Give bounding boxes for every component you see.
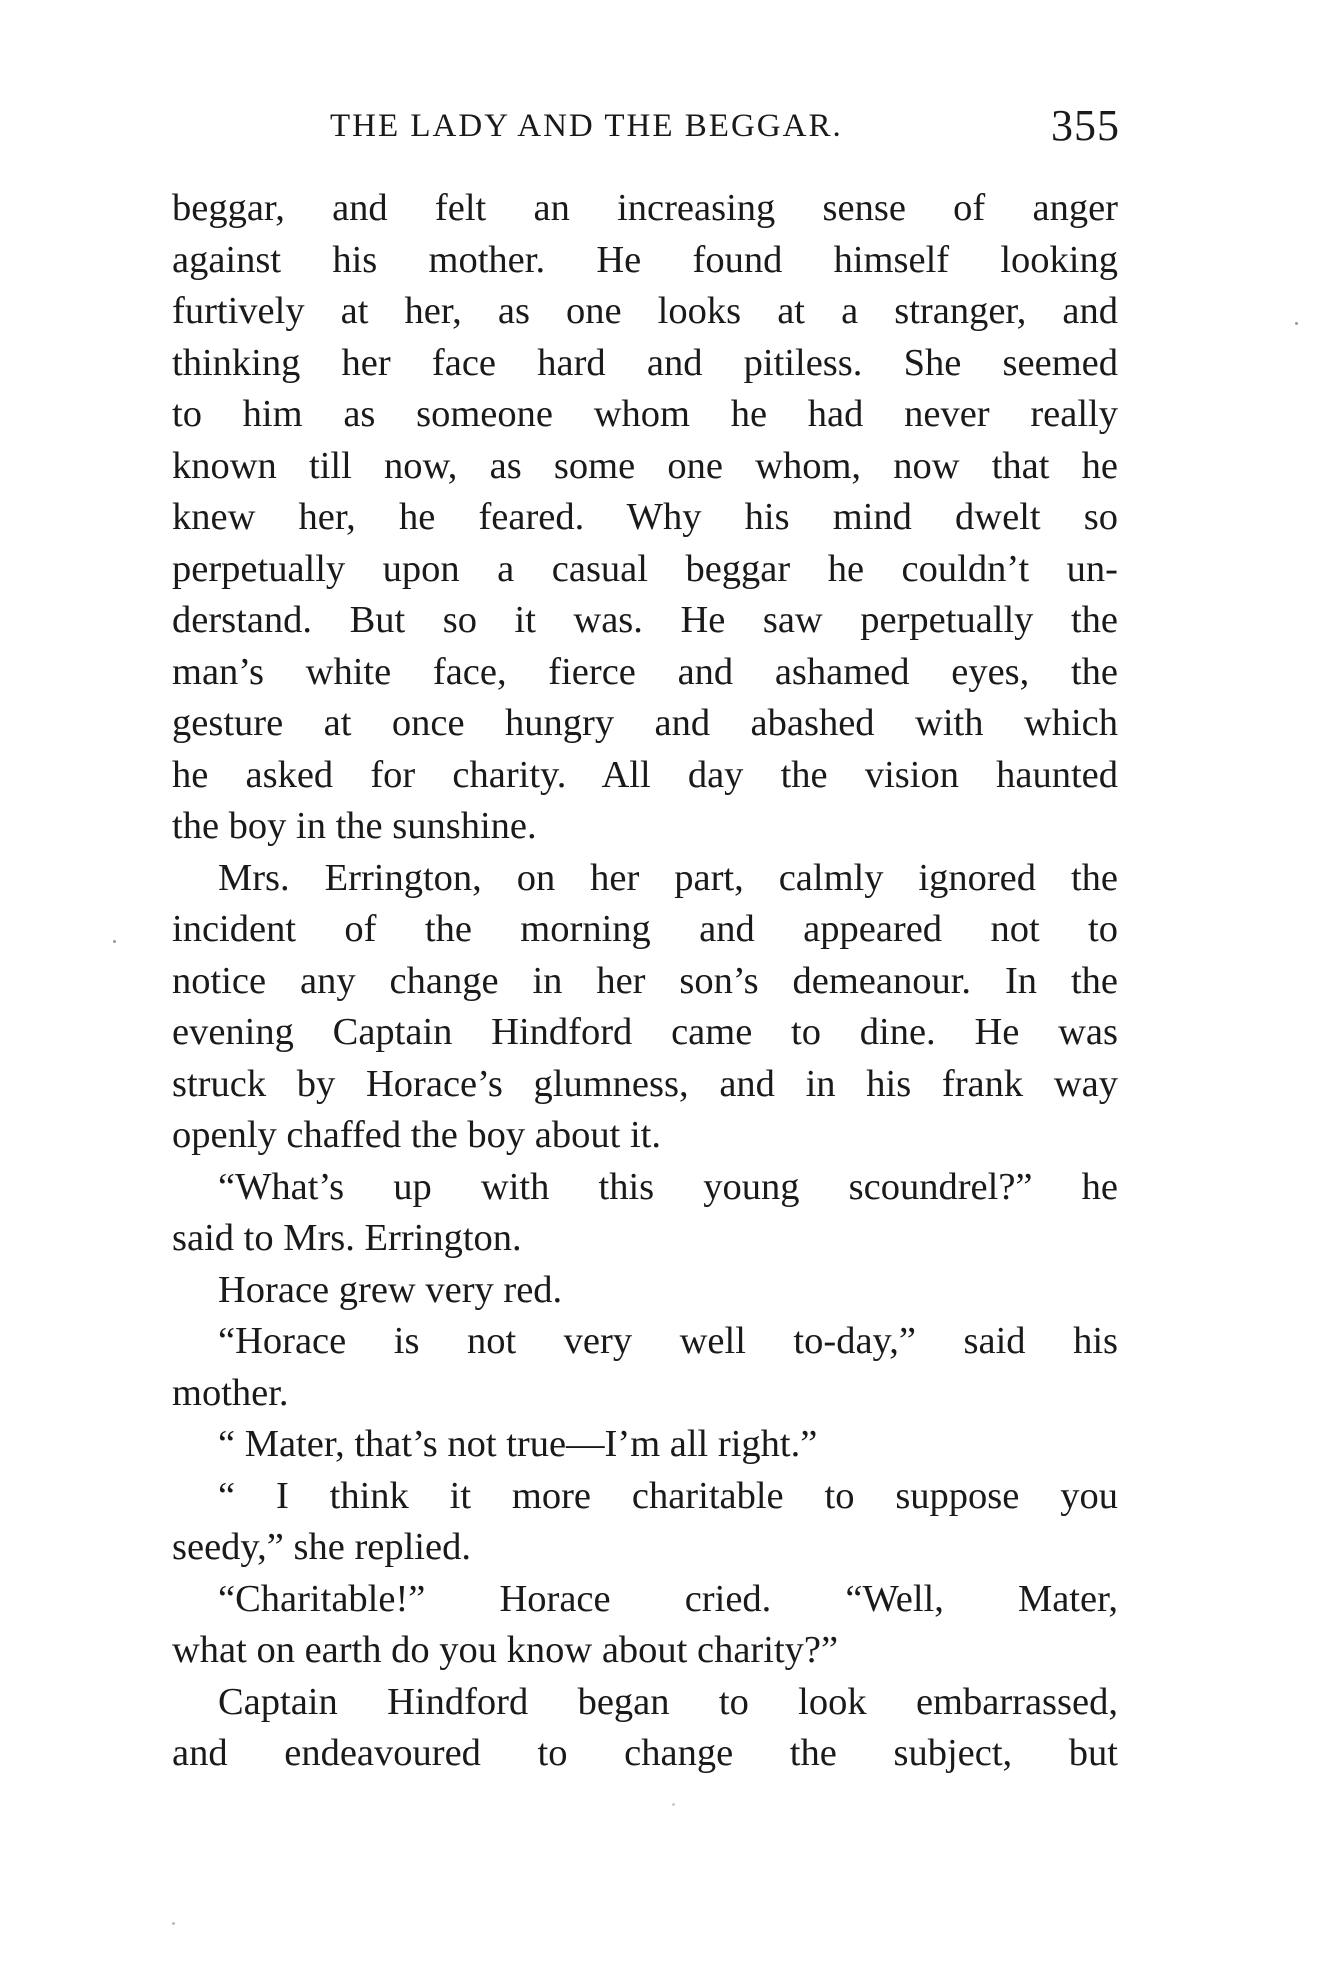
text-line: thinking her face hard and pitiless. She seemed	[172, 341, 1118, 384]
text-line: “What’s up with this young scoundrel?” he	[218, 1165, 1118, 1208]
paper-speck	[672, 1803, 675, 1806]
text-line: Captain Hindford began to look embarrassed,	[218, 1680, 1118, 1723]
text-line: “Horace is not very well to-day,” said his	[218, 1320, 1118, 1362]
running-head: THE LADY AND THE BEGGAR.	[330, 108, 843, 144]
text-line: known till now, as some one whom, now that he	[172, 444, 1118, 487]
text-line: seedy,” she replied.	[172, 1526, 471, 1568]
text-line: Horace grew very red.	[218, 1268, 563, 1311]
text-line: furtively at her, as one looks at a stranger, and	[172, 290, 1118, 332]
text-line: the boy in the sunshine.	[172, 805, 537, 847]
text-line: what on earth do you know about charity?”	[172, 1629, 839, 1671]
page-header	[330, 100, 1120, 160]
text-line: notice any change in her son’s demeanour. In the	[172, 959, 1118, 1002]
text-line: openly chaffed the boy about it.	[172, 1114, 661, 1156]
paper-speck	[1295, 322, 1298, 325]
paper-speck	[113, 940, 116, 943]
page-number: 355	[1051, 101, 1120, 150]
text-line: derstand. But so it was. He saw perpetually the	[172, 599, 1118, 641]
body-text	[172, 183, 1118, 1780]
text-line: “ Mater, that’s not true—I’m all right.”	[218, 1423, 818, 1465]
text-line: against his mother. He found himself looking	[172, 238, 1118, 281]
text-line: said to Mrs. Errington.	[172, 1217, 522, 1259]
text-line: mother.	[172, 1371, 289, 1414]
text-line: man’s white face, fierce and ashamed eyes, the	[172, 650, 1118, 693]
text-line: Mrs. Errington, on her part, calmly ignored the	[218, 856, 1118, 899]
text-line: to him as someone whom he had never really	[172, 393, 1118, 435]
text-line: and endeavoured to change the subject, but	[172, 1732, 1118, 1774]
text-line: gesture at once hungry and abashed with which	[172, 702, 1118, 744]
text-line: “ I think it more charitable to suppose you	[218, 1474, 1118, 1517]
text-line: “Charitable!” Horace cried. “Well, Mater,	[218, 1577, 1118, 1620]
text-line: perpetually upon a casual beggar he couldn’t un-	[172, 547, 1118, 590]
text-line: struck by Horace’s glumness, and in his frank way	[172, 1062, 1118, 1105]
text-line: evening Captain Hindford came to dine. He was	[172, 1011, 1118, 1053]
text-line: beggar, and felt an increasing sense of anger	[172, 187, 1118, 229]
text-line: knew her, he feared. Why his mind dwelt so	[172, 496, 1118, 538]
text-line: incident of the morning and appeared not to	[172, 908, 1118, 950]
paper-speck	[172, 1922, 175, 1925]
text-line: he asked for charity. All day the vision haunted	[172, 753, 1118, 796]
